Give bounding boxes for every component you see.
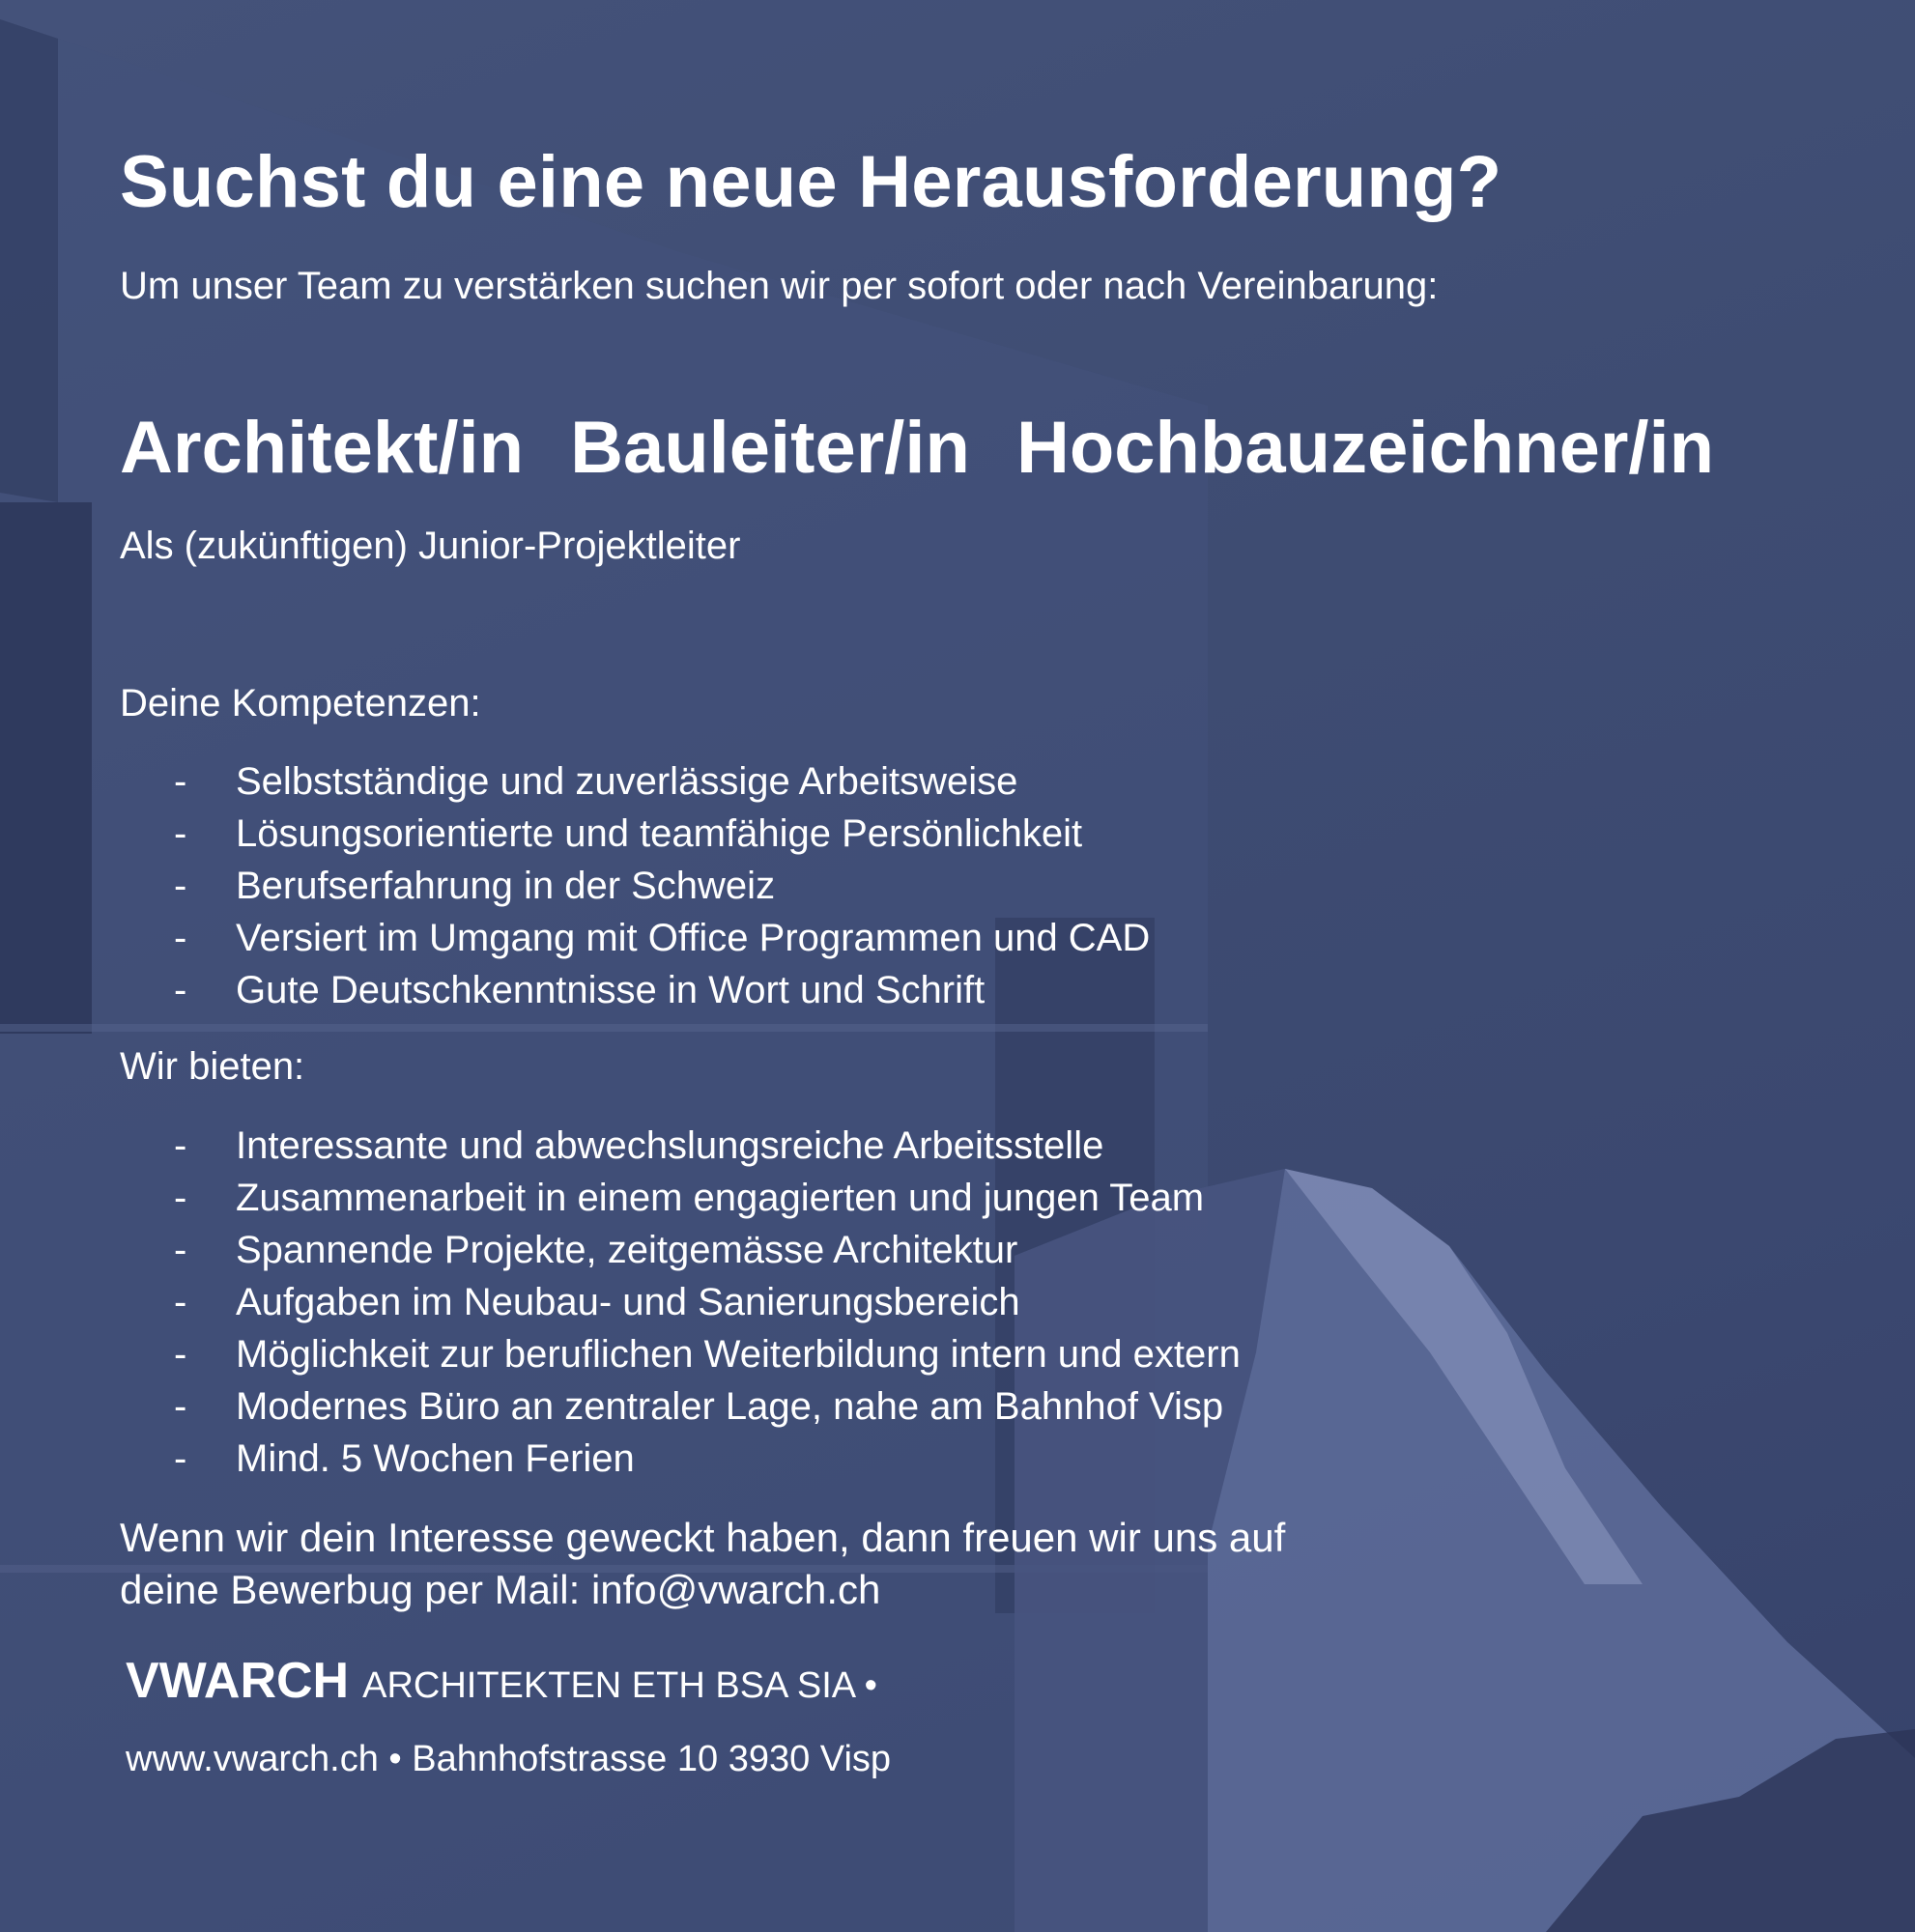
list-dash: - [174, 1124, 187, 1167]
list-dash: - [174, 760, 187, 803]
list-item [174, 964, 1150, 1016]
role-architekt: Architekt/in [120, 407, 525, 489]
list-dash: - [174, 969, 187, 1011]
building-roof-shade [0, 19, 58, 502]
list-dash: - [174, 1385, 187, 1428]
subrole-text: Als (zukünftigen) Junior-Projektleiter [120, 525, 741, 567]
list-item [174, 1328, 1241, 1380]
company-brand: VWARCH [126, 1653, 350, 1709]
list-item [174, 1172, 1241, 1224]
intro-text: Um unser Team zu verstärken suchen wir per sofort oder nach Vereinbarung: [120, 265, 1439, 307]
list-item [174, 808, 1150, 860]
offer-text: Aufgaben im Neubau- und Sanierungsbereich [236, 1281, 1020, 1323]
list-dash: - [174, 1281, 187, 1323]
headline: Suchst du eine neue Herausforderung? [120, 141, 1502, 223]
company-address: www.vwarch.ch • Bahnhofstrasse 10 3930 Visp [126, 1739, 892, 1779]
competence-text: Selbstständige und zuverlässige Arbeitsweise [236, 760, 1018, 803]
offer-list [174, 1120, 1241, 1485]
offer-text: Mind. 5 Wochen Ferien [236, 1437, 635, 1480]
list-item [174, 912, 1150, 964]
list-item [174, 860, 1150, 912]
competence-text: Lösungsorientierte und teamfähige Persönlichkeit [236, 812, 1083, 855]
competence-text: Gute Deutschkenntnisse in Wort und Schrift [236, 969, 986, 1011]
building-window-left [0, 502, 92, 1034]
list-dash: - [174, 1333, 187, 1376]
offer-text: Zusammenarbeit in einem engagierten und jungen Team [236, 1177, 1205, 1219]
role-bauleiter: Bauleiter/in [570, 407, 970, 489]
list-dash: - [174, 812, 187, 855]
offer-text: Modernes Büro an zentraler Lage, nahe am Bahnhof Visp [236, 1385, 1224, 1428]
list-item [174, 1380, 1241, 1433]
list-item [174, 755, 1150, 808]
closing-line-1: Wenn wir dein Interesse geweckt haben, dann freuen wir uns auf [120, 1515, 1286, 1560]
company-tagline: ARCHITEKTEN ETH BSA SIA • [362, 1665, 877, 1706]
list-item [174, 1224, 1241, 1276]
competences-list [174, 755, 1150, 1016]
offer-text: Möglichkeit zur beruflichen Weiterbildung intern und extern [236, 1333, 1241, 1376]
list-dash: - [174, 1229, 187, 1271]
list-item [174, 1276, 1241, 1328]
list-dash: - [174, 1177, 187, 1219]
competence-text: Berufserfahrung in der Schweiz [236, 865, 776, 907]
closing-line-2: deine Bewerbug per Mail: info@vwarch.ch [120, 1567, 881, 1612]
list-item [174, 1120, 1241, 1172]
role-list [120, 406, 1714, 490]
list-item [174, 1433, 1241, 1485]
list-dash: - [174, 865, 187, 907]
offer-title: Wir bieten: [120, 1045, 305, 1088]
competence-text: Versiert im Umgang mit Office Programmen und CAD [236, 917, 1151, 959]
list-dash: - [174, 1437, 187, 1480]
company-line [126, 1652, 877, 1710]
offer-text: Spannende Projekte, zeitgemässe Architektur [236, 1229, 1018, 1271]
list-dash: - [174, 917, 187, 959]
facade-band [0, 1024, 1208, 1032]
role-hochbauzeichner: Hochbauzeichner/in [1015, 407, 1715, 489]
competences-title: Deine Kompetenzen: [120, 682, 481, 724]
offer-text: Interessante und abwechslungsreiche Arbeitsstelle [236, 1124, 1104, 1167]
closing-text [120, 1512, 1285, 1616]
